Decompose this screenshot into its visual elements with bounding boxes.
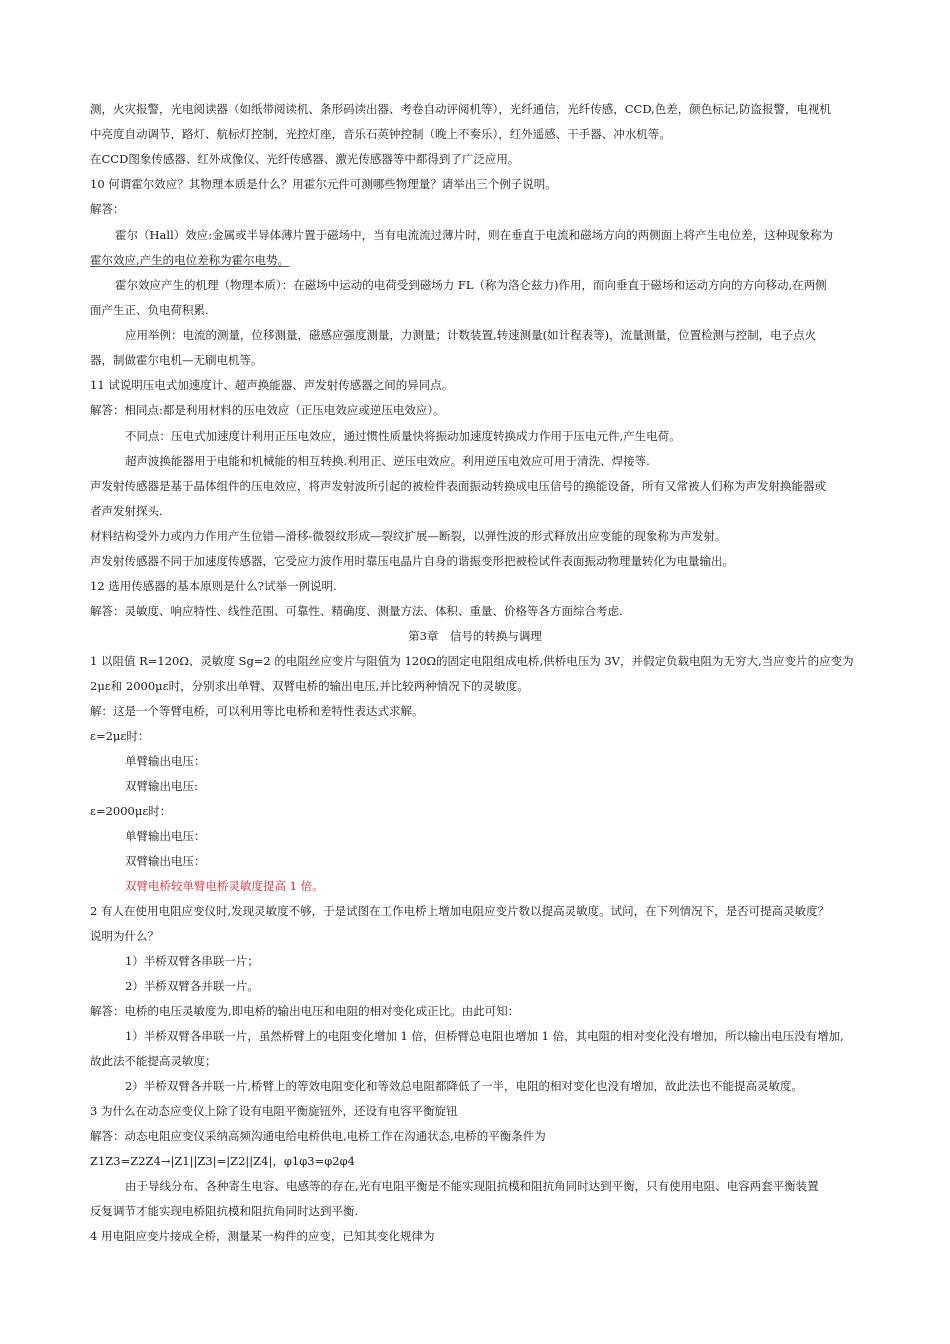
chapter-title: 第3章 信号的转换与调理 (408, 629, 542, 643)
text-line: ε=2με时： (90, 729, 150, 743)
question-11: 11 试说明压电式加速度计、超声换能器、声发射传感器之间的异同点。 (90, 378, 454, 392)
text-line: 解答：相同点:都是利用材料的压电效应（正压电效应或逆压电效应）。 (90, 403, 445, 417)
question-10: 10 何谓霍尔效应？其物理本质是什么？用霍尔元件可测哪些物理量？请举出三个例子说明。 (90, 177, 557, 191)
text-line: 故此法不能提高灵敏度； (90, 1054, 217, 1068)
problem-3: 3 为什么在动态应变仪上除了设有电阻平衡旋钮外，还设有电容平衡旋钮 (90, 1104, 458, 1118)
text-line: 解答：灵敏度、响应特性、线性范围、可靠性、精确度、测量方法、体积、重量、价格等各方面综合考虑. (90, 604, 623, 618)
text-line: 声发射传感器不同于加速度传感器，它受应力波作用时靠压电晶片自身的谐振变形把被检试件表面振动物理量转化为电量输出。 (90, 554, 734, 568)
problem-4: 4 用电阻应变片接成全桥，测量某一构件的应变，已知其变化规律为 (90, 1229, 435, 1243)
text-line: 测，火灾报警，光电阅读器（如纸带阅读机、条形码读出器、考卷自动评阅机等），光纤通信，光纤传感，CCD,色差，颜色标记,防盗报警，电视机 (90, 102, 831, 116)
problem-1: 1 以阻值 R=120Ω、灵敏度 Sg=2 的电阻丝应变片与阻值为 120Ω的固定电阻组成电桥,供桥电压为 3V，并假定负载电阻为无穷大,当应变片的应变为 (90, 654, 854, 668)
text-line: 解答：动态电阻应变仪采纳高频沟通电给电桥供电,电桥工作在沟通状态,电桥的平衡条件为 (90, 1129, 546, 1143)
text-line: 声发射传感器是基于晶体组件的压电效应，将声发射波所引起的被检件表面振动转换成电压信号的换能设备，所有又常被人们称为声发射换能器或 (90, 479, 826, 493)
text-line: 霍尔（Hall）效应:金属或半导体薄片置于磁场中，当有电流流过薄片时，则在垂直于电流和磁场方向的两侧面上将产生电位差，这种现象称为 (115, 228, 834, 242)
text-line: 解答：电桥的电压灵敏度为,即电桥的输出电压和电阻的相对变化成正比。由此可知： (90, 1004, 520, 1018)
text-line: ε=2000με时： (90, 804, 172, 818)
text-line: 中亮度自动调节，路灯、航标灯控制，光控灯座，音乐石英钟控制（晚上不奏乐），红外遥感、干手器、冲水机等。 (90, 127, 671, 141)
highlight-conclusion: 双臂电桥较单臂电桥灵敏度提高 1 倍。 (125, 879, 324, 893)
text-line: 双臂输出电压： (125, 854, 206, 868)
text-line: 单臂输出电压： (125, 754, 206, 768)
text-line: 2με和 2000με时，分别求出单臂、双臂电桥的输出电压,并比较两种情况下的灵敏度。 (90, 679, 529, 693)
text-line: 材料结构受外力或内力作用产生位错—滑移-微裂纹形成—裂纹扩展—断裂，以弹性波的形式释放出应变能的现象称为声发射。 (90, 529, 727, 543)
text-line: 在CCD图象传感器、红外成像仪、光纤传感器、激光传感器等中都得到了广泛应用。 (90, 152, 520, 166)
text-line: 1）半桥双臂各串联一片； (125, 954, 259, 968)
text-line: 霍尔效应,产生的电位差称为霍尔电势。 (90, 253, 290, 267)
text-line: 面产生正、负电荷积累. (90, 303, 209, 317)
text-line: 由于导线分布、各种寄生电容、电感等的存在,光有电阻平衡是不能实现阻抗模和阻抗角同时达到平衡，只有使用电阻、电容两套平衡装置 (125, 1179, 819, 1193)
text-line: 解：这是一个等臂电桥，可以利用等比电桥和差特性表达式求解。 (90, 704, 424, 718)
text-line: 超声波换能器用于电能和机械能的相互转换.利用正、逆压电效应。利用逆压电效应可用于清洗、焊接等. (125, 454, 650, 468)
question-12: 12 选用传感器的基本原则是什么?试举一例说明. (90, 579, 337, 593)
problem-2: 2 有人在使用电阻应变仪时,发现灵敏度不够，于是试图在工作电桥上增加电阻应变片数以提高灵敏度。试问，在下列情况下，是否可提高灵敏度？ (90, 904, 830, 918)
text-line: 双臂输出电压: (125, 779, 198, 793)
text-line: 1）半桥双臂各串联一片，虽然桥臂上的电阻变化增加 1 倍，但桥臂总电阻也增加 1 倍，其电阻的相对变化没有增加，所以输出电压没有增加, (125, 1029, 844, 1043)
text-line: 2）半桥双臂各并联一片,桥臂上的等效电阻变化和等效总电阻都降低了一半，电阻的相对变化也没有增加，故此法也不能提高灵敏度。 (125, 1079, 803, 1093)
answer-label: 解答： (90, 202, 125, 216)
text-line: 器，制做霍尔电机—无刷电机等。 (90, 353, 263, 367)
text-line: 不同点：压电式加速度计利用正压电效应，通过惯性质量快将振动加速度转换成力作用于压电元件,产生电荷。 (125, 429, 681, 443)
text-line: 说明为什么？ (90, 929, 159, 943)
text-line: 应用举例：电流的测量，位移测量，磁感应强度测量，力测量；计数装置,转速测量(如计程表等)，流量测量，位置检测与控制，电子点火 (125, 328, 817, 342)
formula-line: Z1Z3=Z2Z4→|Z1||Z3|=|Z2||Z4|，φ1φ3=φ2φ4 (90, 1154, 355, 1168)
text-line: 单臂输出电压： (125, 829, 206, 843)
text-line: 2）半桥双臂各并联一片。 (125, 979, 259, 993)
text-line: 霍尔效应产生的机理（物理本质）：在磁场中运动的电荷受到磁场力 FL（称为洛仑兹力)作用，而向垂直于磁场和运动方向的方向移动,在两侧 (115, 278, 827, 292)
text-line: 反复调节才能实现电桥阻抗模和阻抗角同时达到平衡. (90, 1204, 359, 1218)
text-line: 者声发射探头. (90, 504, 163, 518)
